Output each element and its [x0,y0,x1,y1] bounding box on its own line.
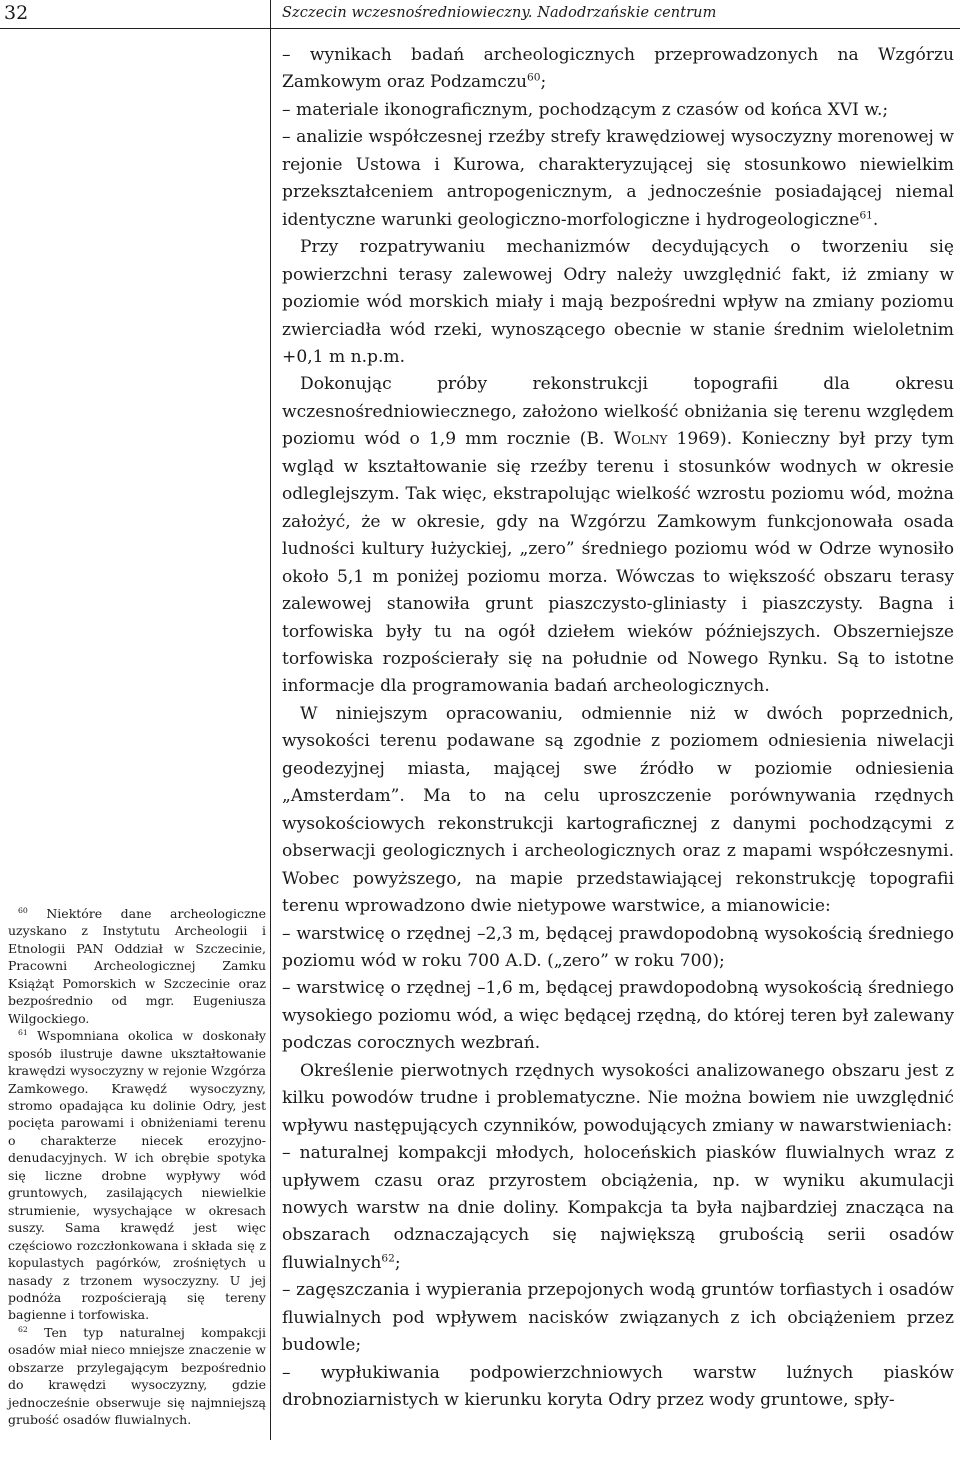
paragraph-text: Dokonując próby rekonstrukcji topografii dla okresu wczesnośredniowiecznego, założono wielkość obniżania się terenu względem poziomu wód o 1,9 mm rocznie (B. [282,374,954,450]
list-item-relief-analysis [282,124,954,234]
footnote-number: 61 [18,1028,28,1038]
footnote-60 [8,905,266,1027]
page-number: 32 [4,2,29,24]
footnote-61 [8,1027,266,1324]
footnote-number: 60 [18,905,28,915]
paragraph-text: – wynikach badań archeologicznych przeprowadzonych na Wzgórzu Zamkowym oraz Podzamczu [282,45,954,93]
running-title: Szczecin wczesnośredniowieczny. Nadodrzańskie centrum [282,5,717,21]
list-item-contour-23: – warstwicę o rzędnej –2,3 m, będącej prawdopodobną wysokością średniego poziomu wód w roku 700 A.D. („zero” w roku 700); [282,923,954,971]
cited-author: Wolny [613,429,668,450]
footnote-text: Niektóre dane archeologiczne uzyskano z Instytutu Archeologii i Etnologii PAN Oddział w Szczecinie, Pracowni Archeologicznej Zamku Książąt Pomorskich w Szczecinie oraz bezpośrednio od mgr. Eugeniusza Wilgockiego. [8,906,266,1026]
list-item-iconography: – materiale ikonograficznym, pochodzącym z czasów od końca XVI w.; [282,99,889,120]
footnote-number: 62 [18,1324,28,1334]
footnote-ref-60: 60 [527,71,541,84]
paragraph-text: – naturalnej kompakcji młodych, holoceńskich piasków fluwialnych wraz z upływem czasu oraz przyrostem obciążenia, np. w wyniku akumulacji nowych warstw na dnie doliny. Kompakcja ta była najbardziej znacząca na obszarach odznaczających się największą grubością serii osadów fluwialnych [282,1143,954,1273]
list-item-archaeology [282,42,954,97]
footnote-62 [8,1324,266,1429]
footnote-text: Ten typ naturalnej kompakcji osadów miał nieco mniejsze znaczenie w obszarze przylegającym bezpośrednio do krawędzi wysoczyzny, gdzie jednocześnie obserwuje się najmniejszą grubość osadów fluwialnych. [8,1324,266,1428]
footnote-ref-61: 61 [859,209,873,222]
footnote-text: Wspomniana okolica w doskonały sposób ilustruje dawne ukształtowanie krawędzi wysoczyzny w rejonie Wzgórza Zamkowego. Krawędź wysoczyzny, stromo opadająca ku dolinie Odry, jest pocięta parowami i obniżeniami terenu o charakterze niecek erozyjno-denudacyjnych. W ich obrębie spotyka się liczne drobne wypływy wód gruntowych, zasilających niewielkie strumienie, wysychające w okresach suszy. Sama krawędź jest więc częściowo rozczłonkowana i składa się z kopulastych pagórków, zrośniętych u nasady z trzonem wysoczyzny. U jej podnóża rozpościerają się tereny bagienne i torfowiska. [8,1028,266,1323]
paragraph: W niniejszym opracowaniu, odmiennie niż w dwóch poprzednich, wysokości terenu podawane są zgodnie z poziomem odniesienia niwelacji geodezyjnej miasta, mającej swe źródło w poziomie odniesienia „Amsterdam”. Ma to na celu uproszczenie porównywania rzędnych wysokościowych rekonstrukcji kartograficznej z danymi pochodzącymi z obserwacji geologicznych i archeologicznych oraz z mapami współczesnymi. Wobec powyższego, na mapie przedstawiającej rekonstrukcję topografii terenu wprowadzono dwie nietypowe warstwice, a mianowicie: [282,703,954,917]
paragraph-text: – analizie współczesnej rzeźby strefy krawędziowej wysoczyzny morenowej w rejonie Ustowa i Kurowa, charakteryzującej się stosunkowo niewielkim przekształceniem antropogenicznym, a jednocześnie posiadającej niemal identyczne warunki geologiczno-morfologiczne i hydrogeologiczne [282,127,954,230]
list-item-consolidation: – zagęszczania i wypierania przepojonych wodą gruntów torfiastych i osadów fluwialnych pod wpływem nacisków związanych z ich obciążeniem przez budowle; [282,1280,954,1356]
punctuation: ; [540,72,547,93]
footnote-ref-62: 62 [381,1252,395,1265]
column-divider [270,0,271,1440]
list-item-contour-16: – warstwicę o rzędnej –1,6 m, będącej prawdopodobną wysokością średniego wysokiego poziomu wód, a więc będącej rzędną, do której teren był zalewany podczas corocznych wezbrań. [282,978,954,1054]
main-text-column [282,42,954,1415]
paragraph [282,371,954,700]
paragraph: Określenie pierwotnych rzędnych wysokości analizowanego obszaru jest z kilku powodów trudne i problematyczne. Nie można bowiem nie uwzględnić wpływu następujących czynników, powodujących zmiany w nawarstwieniach: [282,1060,954,1136]
header-rule [0,28,960,29]
punctuation: . [872,209,879,230]
punctuation: ; [394,1252,401,1273]
list-item-compaction [282,1140,954,1277]
footnotes-column [8,905,266,1429]
list-item-washout: – wypłukiwania podpowierzchniowych warstw luźnych piasków drobnoziarnistych w kierunku koryta Odry przez wody gruntowe, spły- [282,1362,954,1411]
paragraph: Przy rozpatrywaniu mechanizmów decydujących o tworzeniu się powierzchni terasy zalewowej Odry należy uwzględnić fakt, iż zmiany w poziomie wód morskich miały i mają bezpośredni wpływ na zmiany poziomu zwierciadła wód rzeki, wynoszącego obecnie w stanie średnim wieloletnim +0,1 m n.p.m. [282,237,954,367]
paragraph-text: 1969). Konieczny był przy tym wgląd w kształtowanie się rzeźby terenu i stosunków wodnych w okresie odleglejszym. Tak więc, ekstrapolując wielkość wzrostu poziomu wód, można założyć, że w okresie, gdy na Wzgórzu Zamkowym funkcjonowała osada ludności kultury łużyckiej, „zero” średniego poziomu wód w Odrze wynosiło około 5,1 m poniżej poziomu morza. Wówczas to większość obszaru terasy zalewowej stanowiła grunt piaszczysto-gliniasty i piaszczysty. Bagna i torfowiska były tu na ogół dziełem wieków późniejszych. Obszerniejsze torfowiska rozpościerały się na południe od Nowego Rynku. Są to istotne informacje dla programowania badań archeologicznych. [282,429,954,697]
